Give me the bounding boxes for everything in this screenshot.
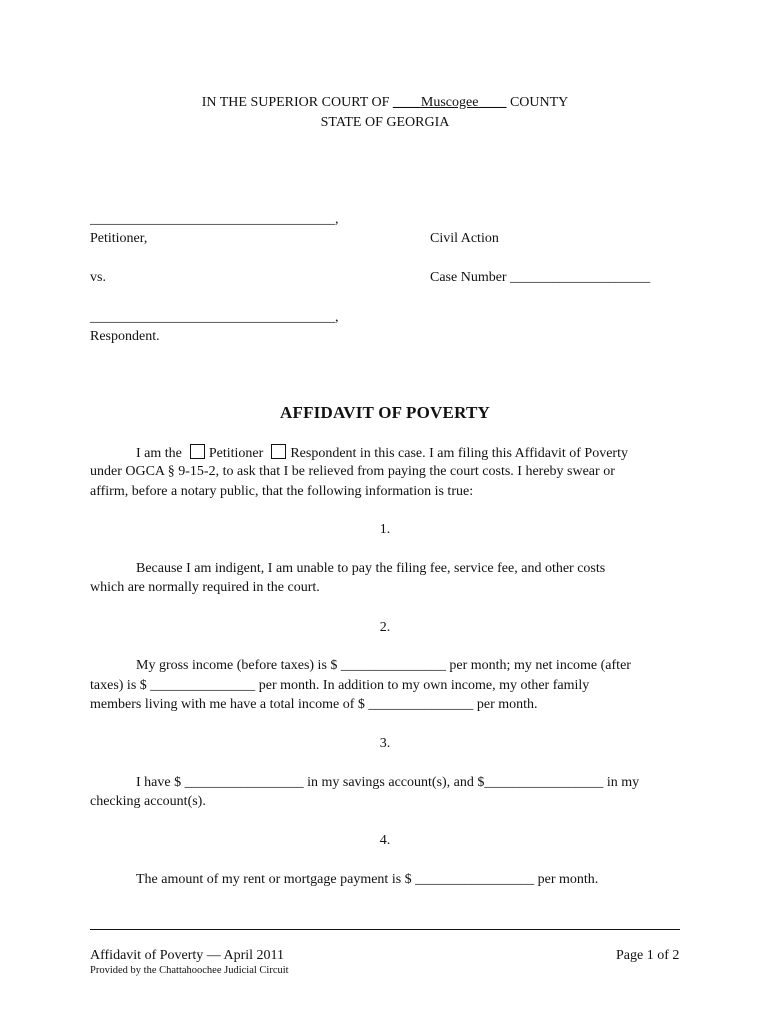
intro-line-2: under OGCA § 9-15-2, to ask that I be relieved from paying the court costs. I hereby swear or bbox=[90, 464, 615, 479]
respondent-name-field[interactable]: ___________________________________, bbox=[90, 310, 339, 325]
section-number: 1. bbox=[379, 522, 391, 537]
court-prefix: IN THE SUPERIOR COURT OF bbox=[201, 95, 390, 110]
footer-form-name: Affidavit of Poverty — April 2011 bbox=[90, 948, 285, 963]
section-line: checking account(s). bbox=[90, 794, 206, 809]
state-heading: STATE OF GEORGIA bbox=[320, 115, 450, 130]
vs-label: vs. bbox=[90, 270, 106, 285]
petitioner-name-field[interactable]: ___________________________________, bbox=[90, 212, 339, 227]
section-number: 2. bbox=[379, 620, 391, 635]
section-line: which are normally required in the court. bbox=[90, 580, 320, 595]
gross-income-line[interactable]: My gross income (before taxes) is $ _______________ per month; my net income (after bbox=[136, 658, 631, 673]
county-name: Muscogee bbox=[420, 95, 479, 110]
footer-provider: Provided by the Chattahoochee Judicial Circuit bbox=[90, 965, 289, 976]
accounts-line[interactable]: I have $ _________________ in my savings account(s), and $_________________ in my bbox=[136, 775, 640, 790]
court-heading bbox=[0, 95, 770, 112]
section-number: 3. bbox=[379, 736, 391, 751]
footer-page-number: Page 1 of 2 bbox=[616, 948, 680, 963]
case-number-row bbox=[430, 270, 650, 287]
petitioner-checkbox[interactable] bbox=[190, 444, 205, 459]
petitioner-label: Petitioner, bbox=[90, 231, 148, 246]
family-income-line[interactable]: members living with me have a total income of $ _______________ per month. bbox=[90, 697, 538, 712]
county-field[interactable]: ____Muscogee____ bbox=[392, 95, 507, 110]
section-line: Because I am indigent, I am unable to pay the filing fee, service fee, and other costs bbox=[136, 561, 606, 576]
intro-line-3: affirm, before a notary public, that the following information is true: bbox=[90, 484, 474, 499]
civil-action-label: Civil Action bbox=[430, 231, 499, 246]
intro-lead: I am the bbox=[136, 446, 182, 461]
footer-divider bbox=[90, 929, 680, 930]
document-title: AFFIDAVIT OF POVERTY bbox=[280, 403, 490, 422]
section-number: 4. bbox=[379, 833, 391, 848]
county-label: COUNTY bbox=[509, 95, 569, 110]
case-number-field[interactable]: ____________________ bbox=[510, 270, 651, 285]
petitioner-option-label: Petitioner bbox=[208, 446, 264, 461]
net-income-line[interactable]: taxes) is $ _______________ per month. In addition to my own income, my other family bbox=[90, 678, 590, 693]
case-number-label: Case Number bbox=[430, 270, 507, 285]
respondent-option-label: Respondent in this case. I am filing this Affidavit of Poverty bbox=[290, 446, 628, 461]
intro-line-1 bbox=[136, 444, 628, 463]
respondent-label: Respondent. bbox=[90, 329, 160, 344]
respondent-checkbox[interactable] bbox=[271, 444, 286, 459]
rent-line[interactable]: The amount of my rent or mortgage payment is $ _________________ per month. bbox=[136, 872, 599, 887]
